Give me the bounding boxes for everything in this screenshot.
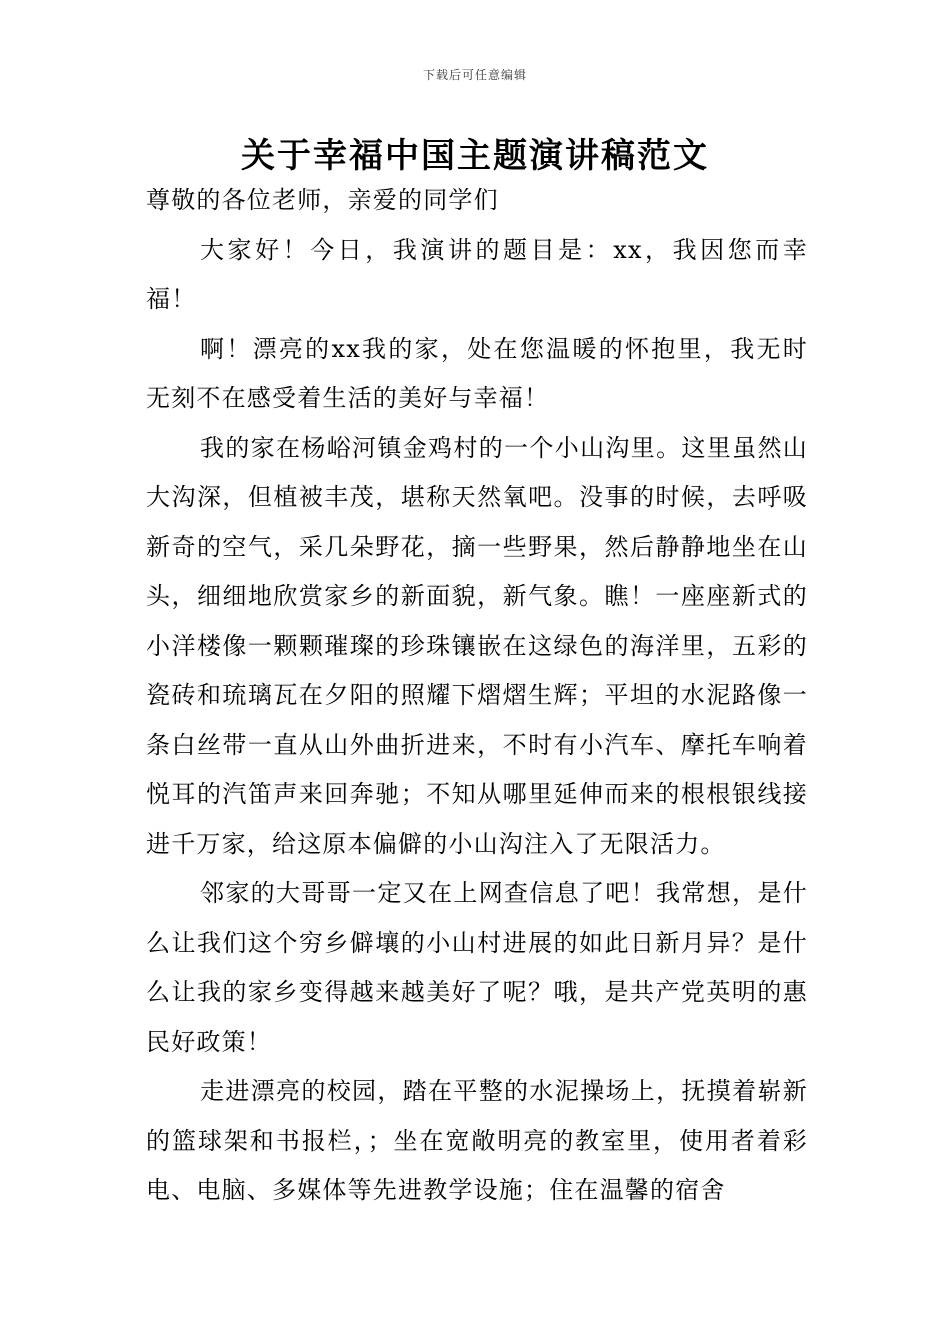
document-body	[146, 176, 808, 1216]
paragraph-home: 啊！漂亮的xx我的家，处在您温暖的怀抱里，我无时无刻不在感受着生活的美好与幸福！	[146, 334, 808, 412]
paragraph-village: 我的家在杨峪河镇金鸡村的一个小山沟里。这里虽然山大沟深，但植被丰茂，堪称天然氧吧。没事的时候，去呼吸新奇的空气，采几朵野花，摘一些野果，然后静静地坐在山头，细细地欣赏家乡的新面貌，新气象。瞧！一座座新式的小洋楼像一颗颗璀璨的珍珠镶嵌在这绿色的海洋里，五彩的瓷砖和琉璃瓦在夕阳的照耀下熠熠生辉；平坦的水泥路像一条白丝带一直从山外曲折进来，不时有小汽车、摩托车响着悦耳的汽笛声来回奔驰；不知从哪里延伸而来的根根银线接进千万家，给这原本偏僻的小山沟注入了无限活力。	[146, 433, 808, 858]
paragraph-policy: 邻家的大哥哥一定又在上网查信息了吧！我常想，是什么让我们这个穷乡僻壤的小山村进展的如此日新月异？是什么让我的家乡变得越来越美好了呢？哦，是共产党英明的惠民好政策！	[146, 879, 808, 1056]
header-note: 下载后可任意编辑	[422, 68, 527, 82]
salutation: 尊敬的各位老师，亲爱的同学们	[146, 186, 499, 214]
paragraph-greeting: 大家好！今日，我演讲的题目是：xx，我因您而幸福！	[146, 235, 808, 313]
paragraph-school: 走进漂亮的校园，踏在平整的水泥操场上，抚摸着崭新的篮球架和书报栏，；坐在宽敞明亮的教室里，使用者着彩电、电脑、多媒体等先进教学设施；住在温馨的宿舍	[146, 1077, 808, 1204]
document-title: 关于幸福中国主题演讲稿范文	[241, 136, 709, 176]
